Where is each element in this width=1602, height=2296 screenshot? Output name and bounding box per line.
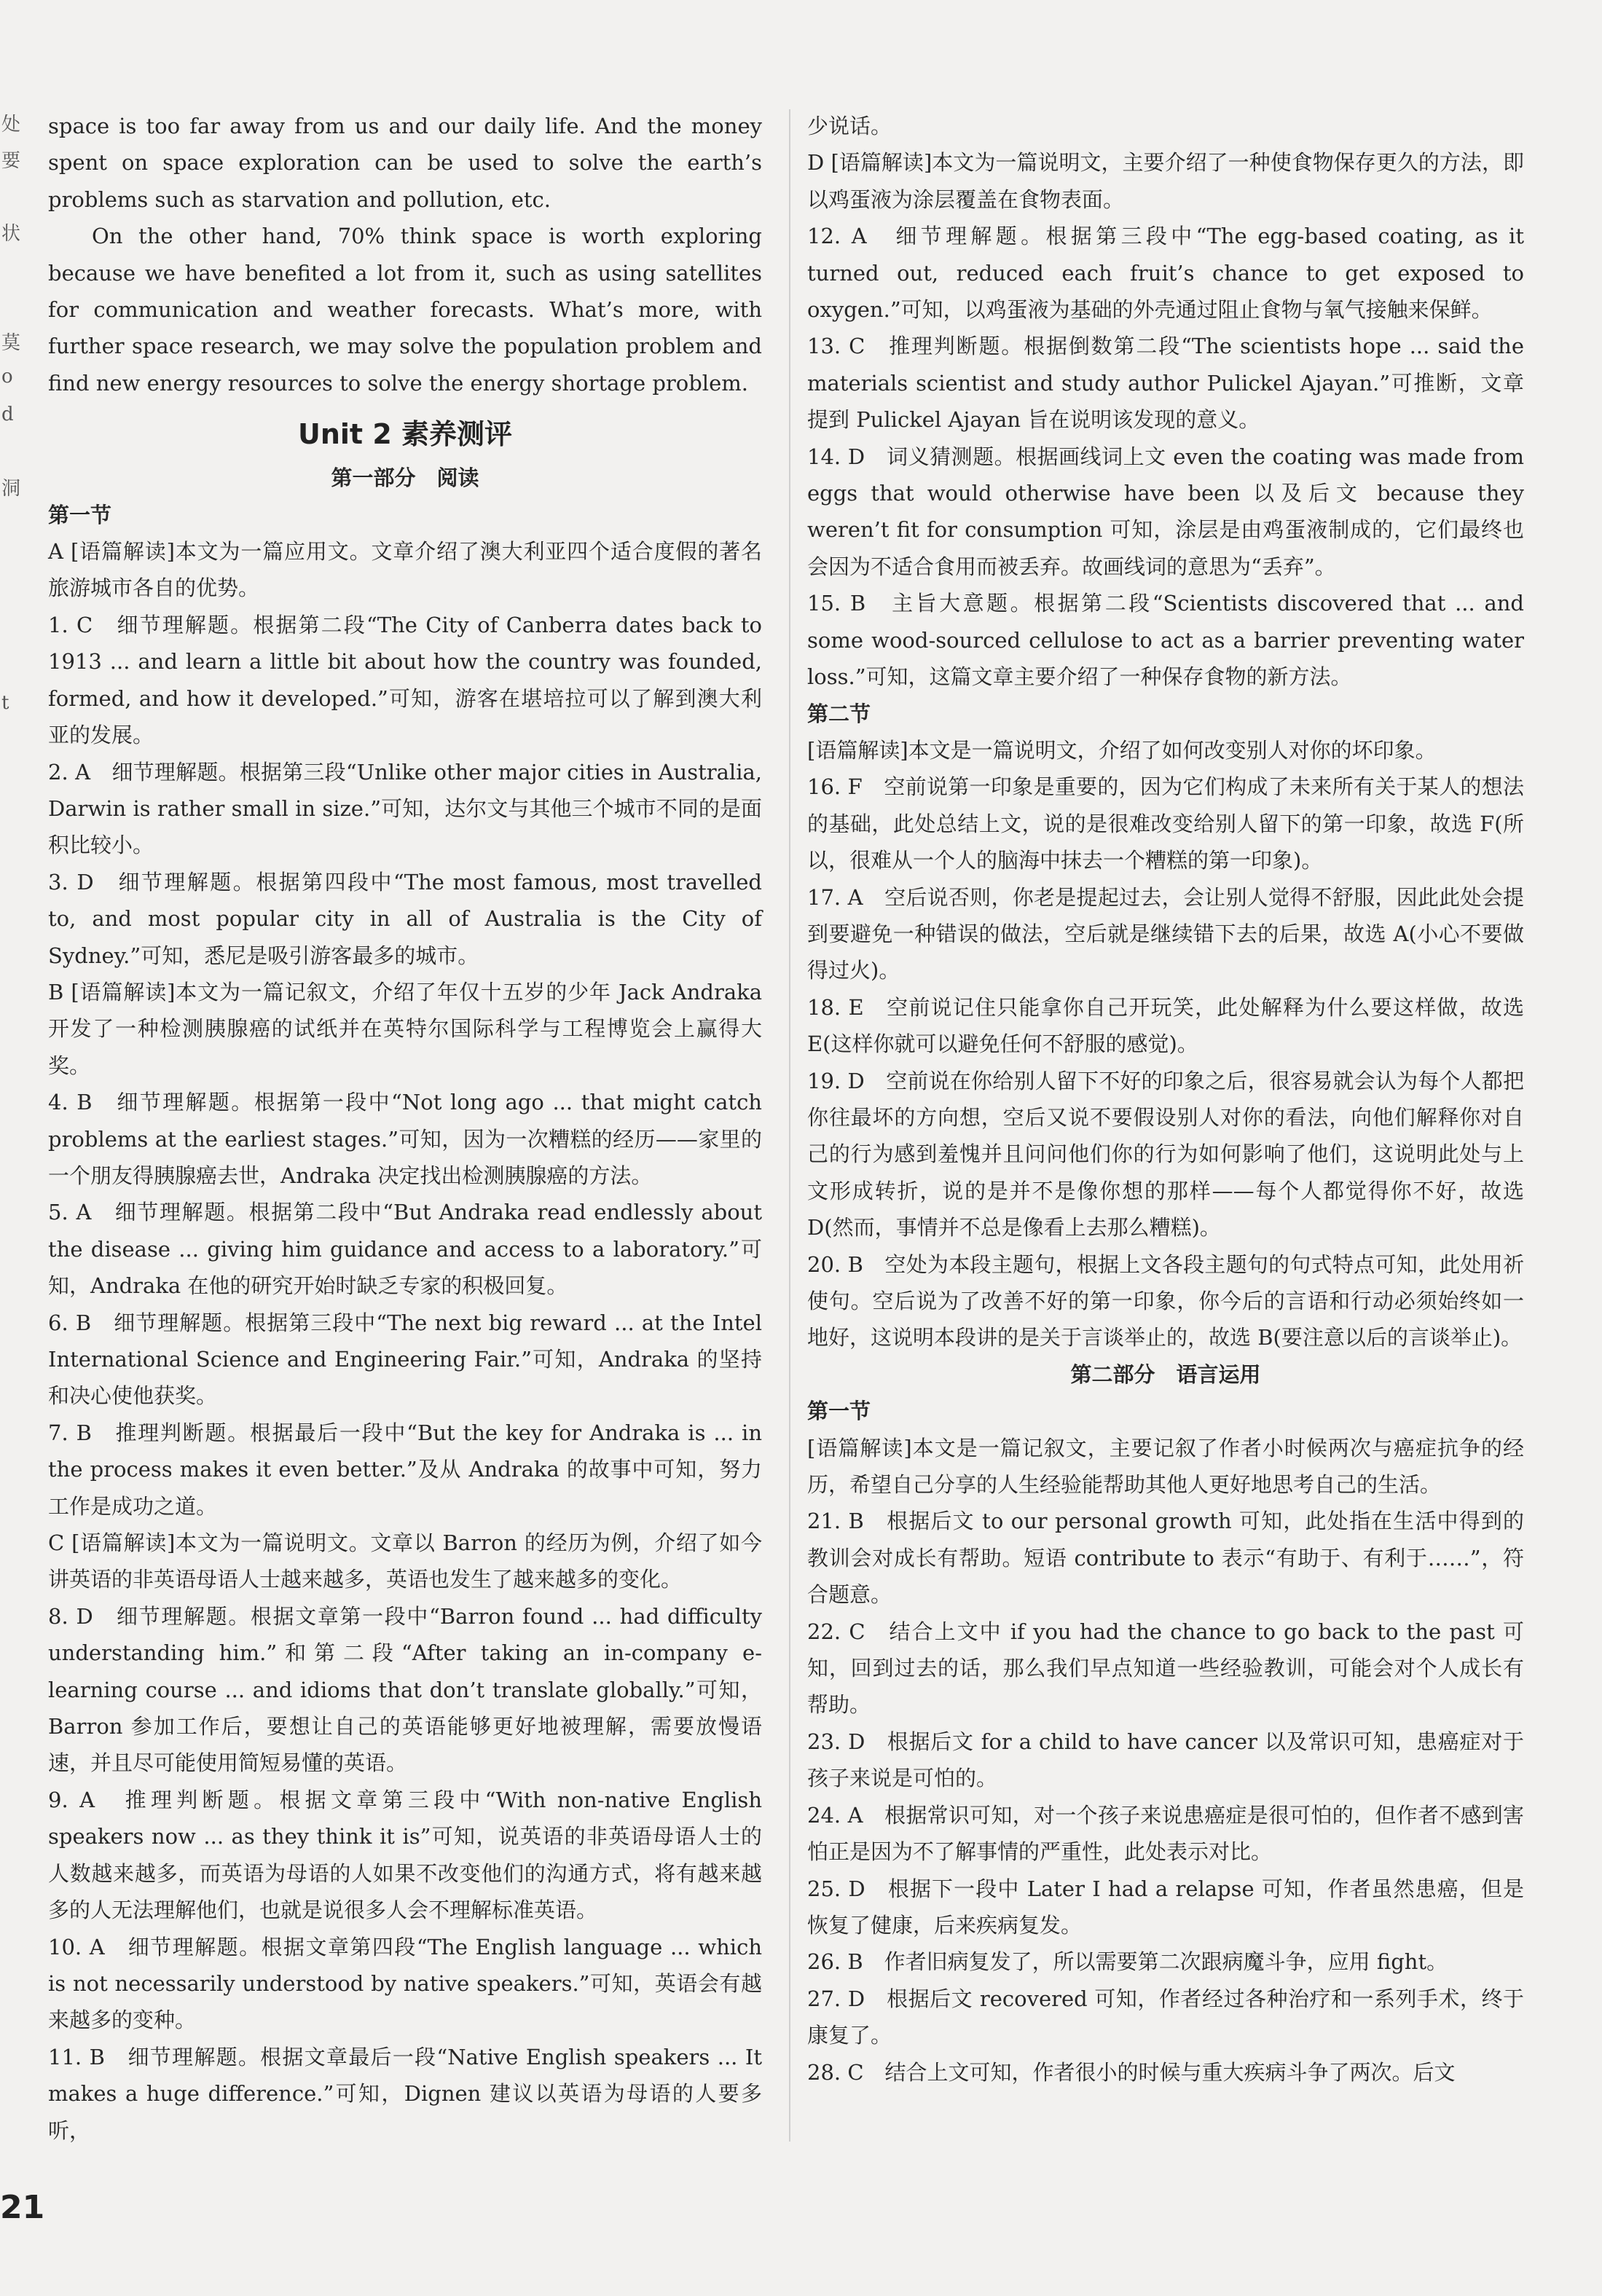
answer-paragraph: 少说话。 xyxy=(807,114,892,138)
answer-paragraph: B [语篇解读]本文为一篇记叙文，介绍了年仅十五岁的少年 Jack Andraka 开发了一种检测胰腺癌的试纸并在英特尔国际科学与工程博览会上赢得大奖。 xyxy=(48,979,762,1078)
section-heading: 第二节 xyxy=(807,701,871,726)
answer-paragraph: 6. B 细节理解题。根据第三段中“The next big reward ... at the Intel International Science and Engineering Fair.”可知，Andraka 的坚持和决心使他获奖。 xyxy=(48,1310,762,1409)
margin-char: 要 xyxy=(1,150,21,172)
answer-paragraph: 14. D 词义猜测题。根据画线词上文 even the coating was made from eggs that would otherwise have been 以及后文 because they weren’t fit for consumption 可知，涂层是由鸡蛋液制成的，它们最终也会因为不适合食用而被丢弃。故画线词的意思为“丢弃”。 xyxy=(807,444,1524,579)
part-title: 第二部分 语言运用 xyxy=(1070,1361,1261,1387)
answer-paragraph: 9. A 推理判断题。根据文章第三段中“With non-native English speakers now ... as they think it is”可知，说英语的非英语母语人士的人数越来越多，而英语为母语的人如果不改变他们的沟通方式，将有越来越多的人无法理解他们，也就是说很多人会不理解标准英语。 xyxy=(48,1787,762,1923)
page-number: 21 xyxy=(0,2189,45,2226)
answer-paragraph: 7. B 推理判断题。根据最后一段中“But the key for Andraka is ... in the process makes it even better.”及从 Andraka 的故事中可知，努力工作是成功之道。 xyxy=(48,1420,762,1519)
answer-paragraph: 12. A 细节理解题。根据第三段中“The egg-based coating, as it turned out, reduced each fruit’s chance to get exposed to oxygen.”可知，以鸡蛋液为基础的外壳通过阻止食物与氧气接触来保鲜。 xyxy=(807,224,1524,323)
margin-char: 状 xyxy=(1,223,21,245)
section-heading: 第一节 xyxy=(807,1399,871,1424)
answer-paragraph: 23. D 根据后文 for a child to have cancer 以及常识可知，患癌症对于孩子来说是可怕的。 xyxy=(807,1729,1524,1791)
answer-paragraph: 18. E 空前说记住只能拿你自己开玩笑，此处解释为什么要这样做，故选 E(这样你就可以避免任何不舒服的感觉)。 xyxy=(807,994,1524,1057)
answer-paragraph: 13. C 推理判断题。根据倒数第二段“The scientists hope ... said the materials scientist and study author Pulickel Ajayan.”可推断，文章提到 Pulickel Ajayan 旨在说明该发现的意义。 xyxy=(807,334,1524,433)
answer-paragraph: C [语篇解读]本文为一篇说明文。文章以 Barron 的经历为例，介绍了如今讲英语的非英语母语人士越来越多，英语也发生了越来越多的变化。 xyxy=(48,1530,762,1592)
answer-paragraph: 10. A 细节理解题。根据文章第四段“The English language ... which is not necessarily understood by native speakers.”可知，英语会有越来越多的变种。 xyxy=(48,1934,762,2033)
answer-paragraph: 21. B 根据后文 to our personal growth 可知，此处指在生活中得到的教训会对成长有帮助。短语 contribute to 表示“有助于、有利于……”，符合题意。 xyxy=(807,1509,1524,1608)
margin-char: 处 xyxy=(1,114,21,135)
answer-paragraph: 15. B 主旨大意题。根据第二段“Scientists discovered that ... and some wood-sourced cellulose to act as a barrier preventing water loss.”可知，这篇文章主要介绍了一种保存食物的新方法。 xyxy=(807,591,1524,690)
answer-paragraph: 25. D 根据下一段中 Later I had a relapse 可知，作者虽然患癌，但是恢复了健康，后来疾病复发。 xyxy=(807,1876,1524,1938)
answer-paragraph: D [语篇解读]本文为一篇说明文，主要介绍了一种使食物保存更久的方法，即以鸡蛋液为涂层覆盖在食物表面。 xyxy=(807,150,1524,212)
left-column xyxy=(48,108,762,2149)
answer-paragraph: space is too far away from us and our daily life. And the money spent on space exploration can be used to solve the earth’s problems such as starvation and pollution, etc. xyxy=(48,114,762,212)
answer-paragraph: 8. D 细节理解题。根据文章第一段中“Barron found ... had difficulty understanding him.”和第二段“After taking an in-company e-learning course ... and idioms that don’t translate globally.”可知，Barron 参加工作后，要想让自己的英语能够更好地被理解，需要放慢语速，并且尽可能使用简短易懂的英语。 xyxy=(48,1603,762,1776)
answer-paragraph: 19. D 空前说在你给别人留下不好的印象之后，很容易就会认为每个人都把你往最坏的方向想，空后又说不要假设别人对你的看法，向他们解释你对自己的行为感到羞愧并且问问他们你的行为如何影响了他们，这说明此处与上文形成转折，说的是并不是像你想的那样——每个人都觉得你不好，故选 D(然而，事情并不总是像看上去那么糟糕)。 xyxy=(807,1068,1524,1241)
section-heading: 第一节 xyxy=(48,502,112,527)
answer-paragraph: 27. D 根据后文 recovered 可知，作者经过各种治疗和一系列手术，终于康复了。 xyxy=(807,1986,1524,2048)
answer-paragraph: 2. A 细节理解题。根据第三段“Unlike other major cities in Australia, Darwin is rather small in size.”可知，达尔文与其他三个城市不同的是面积比较小。 xyxy=(48,759,762,858)
right-column xyxy=(807,108,1524,2091)
margin-char: d xyxy=(1,404,14,425)
answer-paragraph: 4. B 细节理解题。根据第一段中“Not long ago ... that might catch problems at the earliest stages.”可知，因为一次糟糕的经历——家里的一个朋友得胰腺癌去世，Andraka 决定找出检测胰腺癌的方法。 xyxy=(48,1090,762,1188)
unit-title: Unit 2 素养测评 xyxy=(298,418,512,451)
answer-paragraph: A [语篇解读]本文为一篇应用文。文章介绍了澳大利亚四个适合度假的著名旅游城市各自的优势。 xyxy=(48,539,762,601)
answer-paragraph: 16. F 空前说第一印象是重要的，因为它们构成了未来所有关于某人的想法的基础，此处总结上文，说的是很难改变给别人留下的第一印象，故选 F(所以，很难从一个人的脑海中抹去一个糟糕的第一印象)。 xyxy=(807,774,1524,873)
answer-paragraph: 26. B 作者旧病复发了，所以需要第二次跟病魔斗争，应用 fight。 xyxy=(807,1949,1448,1975)
answer-paragraph: [语篇解读]本文是一篇记叙文，主要记叙了作者小时候两次与癌症抗争的经历，希望自己分享的人生经验能帮助其他人更好地思考自己的生活。 xyxy=(807,1435,1524,1498)
answer-paragraph: 3. D 细节理解题。根据第四段中“The most famous, most travelled to, and most popular city in all of Australia is the City of Sydney.”可知，悉尼是吸引游客最多的城市。 xyxy=(48,869,762,968)
answer-paragraph: On the other hand, 70% think space is worth exploring because we have benefited a lot from it, such as using satellites for communication and weather forecasts. What’s more, with further space research, we may solve the population problem and find new energy resources to solve the energy shortage problem. xyxy=(48,224,762,396)
answer-paragraph: 28. C 结合上文可知，作者很小的时候与重大疾病斗争了两次。后文 xyxy=(807,2059,1456,2085)
margin-char: o xyxy=(1,366,13,388)
answer-paragraph: [语篇解读]本文是一篇说明文，介绍了如何改变别人对你的坏印象。 xyxy=(807,737,1437,763)
answer-paragraph: 24. A 根据常识可知，对一个孩子来说患癌症是很可怕的，但作者不感到害怕正是因为不了解事情的严重性，此处表示对比。 xyxy=(807,1802,1524,1865)
answer-paragraph: 22. C 结合上文中 if you had the chance to go back to the past 可知，回到过去的话，那么我们早点知道一些经验教训，可能会对个人成长有帮助。 xyxy=(807,1619,1524,1718)
answer-paragraph: 11. B 细节理解题。根据文章最后一段“Native English speakers ... It makes a huge difference.”可知，Dignen 建议以英语为母语的人要多听， xyxy=(48,2044,762,2143)
answer-paragraph: 20. B 空处为本段主题句，根据上文各段主题句的句式特点可知，此处用祈使句。空后说为了改善不好的第一印象，你今后的言语和行动必须始终如一地好，这说明本段讲的是关于言谈举止的，故选 B(要注意以后的言谈举止)。 xyxy=(807,1251,1524,1351)
answer-paragraph: 1. C 细节理解题。根据第二段“The City of Canberra dates back to 1913 ... and learn a little bit about how the country was founded, formed, and how it developed.”可知，游客在堪培拉可以了解到澳大利亚的发展。 xyxy=(48,612,762,748)
margin-char: t xyxy=(1,692,9,714)
column-divider xyxy=(789,109,790,2142)
answer-paragraph: 5. A 细节理解题。根据第二段中“But Andraka read endlessly about the disease ... giving him guidance and access to a laboratory.”可知，Andraka 在他的研究开始时缺乏专家的积极回复。 xyxy=(48,1200,762,1299)
answer-paragraph: 17. A 空后说否则，你老是提起过去，会让别人觉得不舒服，因此此处会提到要避免一种错误的做法，空后就是继续错下去的后果，故选 A(小心不要做得过火)。 xyxy=(807,884,1524,983)
part-title: 第一部分 阅读 xyxy=(331,465,479,491)
margin-char: 洞 xyxy=(1,478,21,500)
margin-char: 莫 xyxy=(1,332,21,354)
